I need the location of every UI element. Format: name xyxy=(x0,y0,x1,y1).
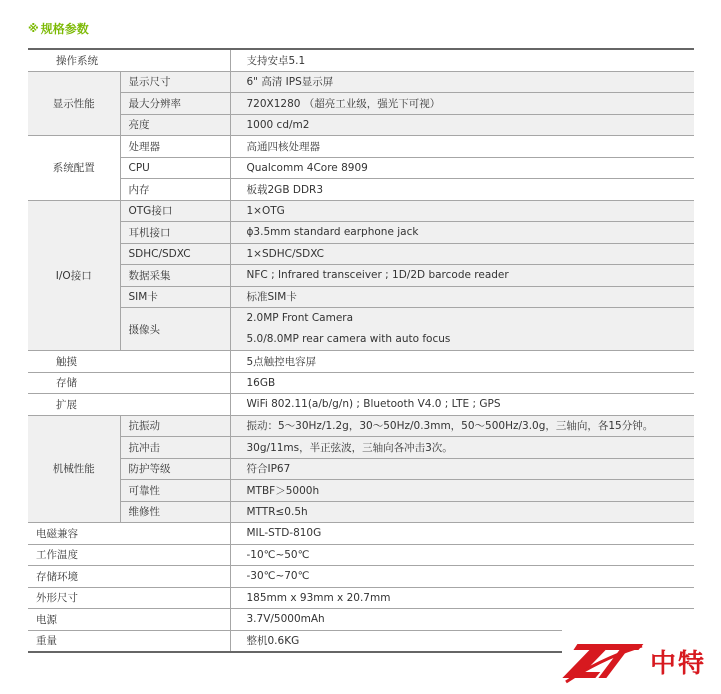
table-row xyxy=(28,458,694,480)
row-value: Qualcomm 4Core 8909 xyxy=(230,157,694,179)
row-value: ϕ3.5mm standard earphone jack xyxy=(230,222,694,244)
row-value: 高通四核处理器 xyxy=(230,136,694,158)
section-mark: ※ xyxy=(28,22,39,35)
table-row xyxy=(28,415,694,437)
row-value: -10℃~50℃ xyxy=(230,544,694,566)
row-label-storage-env: 存储环境 xyxy=(28,566,230,588)
row-value: WiFi 802.11(a/b/g/n) ; Bluetooth V4.0 ; LTE ; GPS xyxy=(230,394,694,416)
row-value: 板载2GB DDR3 xyxy=(230,179,694,201)
row-value: 30g/11ms，半正弦波，三轴向各冲击3次。 xyxy=(230,437,694,459)
table-row xyxy=(28,71,694,93)
sub-label: 摄像头 xyxy=(120,308,230,351)
sub-label: 防护等级 xyxy=(120,458,230,480)
brand-logo xyxy=(562,628,721,694)
section-title xyxy=(28,20,89,37)
brand-name: 中特 xyxy=(650,648,707,679)
row-value: 支持安卓5.1 xyxy=(230,49,694,71)
sub-label: 抗冲击 xyxy=(120,437,230,459)
sub-label: 亮度 xyxy=(120,114,230,136)
table-row xyxy=(28,372,694,394)
table-row xyxy=(28,351,694,373)
category-io: I/O接口 xyxy=(28,200,120,351)
sub-label: 数据采集 xyxy=(120,265,230,287)
sub-label: SIM卡 xyxy=(120,286,230,308)
row-label-operating-temp: 工作温度 xyxy=(28,544,230,566)
sub-label: 抗振动 xyxy=(120,415,230,437)
row-label-dimensions: 外形尺寸 xyxy=(28,587,230,609)
row-value: 16GB xyxy=(230,372,694,394)
table-row xyxy=(28,200,694,222)
row-value: 1×OTG xyxy=(230,200,694,222)
sub-label: 内存 xyxy=(120,179,230,201)
spec-table xyxy=(28,48,694,653)
row-value: 1×SDHC/SDXC xyxy=(230,243,694,265)
sub-label: 显示尺寸 xyxy=(120,71,230,93)
row-value: 振动：5～30Hz/1.2g，30～50Hz/0.3mm，50～500Hz/3.0g，三轴向，各15分钟。 xyxy=(230,415,694,437)
sub-label: 维修性 xyxy=(120,501,230,523)
row-value: 符合IP67 xyxy=(230,458,694,480)
row-value-multi xyxy=(230,308,694,351)
row-value: 3.7V/5000mAh xyxy=(230,609,694,631)
sub-label: 最大分辨率 xyxy=(120,93,230,115)
table-row xyxy=(28,394,694,416)
section-title-text: 规格参数 xyxy=(40,22,89,36)
table-row xyxy=(28,437,694,459)
table-row xyxy=(28,286,694,308)
table-row xyxy=(28,114,694,136)
table-row xyxy=(28,243,694,265)
sub-label: 可靠性 xyxy=(120,480,230,502)
table-row xyxy=(28,480,694,502)
table-row xyxy=(28,93,694,115)
row-label-weight: 重量 xyxy=(28,630,230,652)
row-value-line: 2.0MP Front Camera xyxy=(246,312,354,324)
table-row xyxy=(28,523,694,545)
row-value-line: 5.0/8.0MP rear camera with auto focus xyxy=(246,333,451,345)
sub-label: SDHC/SDXC xyxy=(120,243,230,265)
table-row xyxy=(28,157,694,179)
row-value: NFC ; Infrared transceiver ; 1D/2D barcode reader xyxy=(230,265,694,287)
row-label-expansion: 扩展 xyxy=(28,394,230,416)
table-row xyxy=(28,179,694,201)
zt-logo-icon xyxy=(562,636,646,686)
table-row xyxy=(28,501,694,523)
table-row xyxy=(28,566,694,588)
sub-label: 处理器 xyxy=(120,136,230,158)
table-row xyxy=(28,265,694,287)
row-label-touch: 触摸 xyxy=(28,351,230,373)
row-label-emc: 电磁兼容 xyxy=(28,523,230,545)
row-value: 5点触控电容屏 xyxy=(230,351,694,373)
row-value: -30℃~70℃ xyxy=(230,566,694,588)
row-value: MTTR≤0.5h xyxy=(230,501,694,523)
row-value: MTBF＞5000h xyxy=(230,480,694,502)
row-value: 185mm x 93mm x 20.7mm xyxy=(230,587,694,609)
table-row xyxy=(28,49,694,71)
row-value: MIL-STD-810G xyxy=(230,523,694,545)
table-row xyxy=(28,308,694,351)
row-value: 720X1280 （超亮工业级，强光下可视） xyxy=(230,93,694,115)
sub-label: 耳机接口 xyxy=(120,222,230,244)
sub-label: OTG接口 xyxy=(120,200,230,222)
row-value: 整机0.6KG xyxy=(230,630,694,652)
row-label-power: 电源 xyxy=(28,609,230,631)
table-row xyxy=(28,222,694,244)
table-row xyxy=(28,544,694,566)
category-system: 系统配置 xyxy=(28,136,120,201)
category-display: 显示性能 xyxy=(28,71,120,136)
table-row xyxy=(28,609,694,631)
row-label-storage: 存储 xyxy=(28,372,230,394)
category-mechanical: 机械性能 xyxy=(28,415,120,523)
row-value: 1000 cd/m2 xyxy=(230,114,694,136)
row-value: 标准SIM卡 xyxy=(230,286,694,308)
table-row xyxy=(28,136,694,158)
sub-label: CPU xyxy=(120,157,230,179)
row-value: 6" 高清 IPS显示屏 xyxy=(230,71,694,93)
row-label-os: 操作系统 xyxy=(28,49,230,71)
table-row xyxy=(28,587,694,609)
